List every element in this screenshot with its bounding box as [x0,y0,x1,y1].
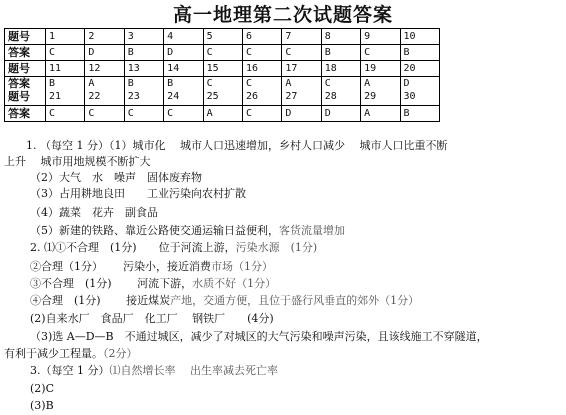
answer-line: 1. （每空 1 分）（1）城市化 城市人口迅速增加，乡村人口减少 城市人口比重不断 [26,139,448,152]
answer-line: ②合理（1分） 污染小，接近消费市场（1分） [30,260,273,273]
table-row: 题号 11 12 13 14 15 16 17 18 19 20 [5,61,440,77]
answer-line: 上升 城市用地规模不断扩大 [4,155,151,168]
answer-line: （3)选 A—D—B 不通过城区，减少了对城区的大气污染和噪声污染，且该线施工不穿隧道， [30,330,488,343]
answer-line: 2. ⑴①不合理 (1分) 位于河流上游，污染水源 (1分) [30,241,318,254]
table-row: 题号 1 2 3 4 5 6 7 8 9 10 [5,29,440,45]
answer-line: （4）蔬菜 花卉 副食品 [30,206,158,219]
table-row: 答案 C D B D C C C B C B [5,45,440,61]
answer-line: 有利于减少工程量。（2分） [4,347,138,360]
answer-line: ③不合理 (1分) 河流下游，水质不好（1分） [30,277,277,290]
answer-line: (2)自来水厂 食品厂 化工厂 钢铁厂 (4分) [30,312,274,325]
answer-line: 3.（每空 1 分）⑴自然增长率 出生率减去死亡率 [30,364,278,377]
table-row: 答案 C C C C A C D D A B [5,106,440,122]
answer-line: （3）占用耕地良田 工业污染向农村扩散 [30,187,246,200]
table-row: 答案 题号 B 21 A 22 B 23 B 24 C 25 C 26 A 27 C 28 A 29 D 30 [5,77,440,106]
answer-line: (3)B [30,399,54,412]
page-title: 高一地理第二次试题答案 [172,4,393,26]
answer-line: （5）新建的铁路、靠近公路使交通运输日益便利，客货流量增加 [30,224,345,237]
answer-line: ④合理 (1分) 接近煤炭产地，交通方便，且位于盛行风垂直的郊外（1分） [30,294,420,307]
answer-line: （2）大气 水 噪声 固体废弃物 [30,171,202,184]
answer-table [4,28,440,122]
answer-line: (2)C [30,382,54,395]
